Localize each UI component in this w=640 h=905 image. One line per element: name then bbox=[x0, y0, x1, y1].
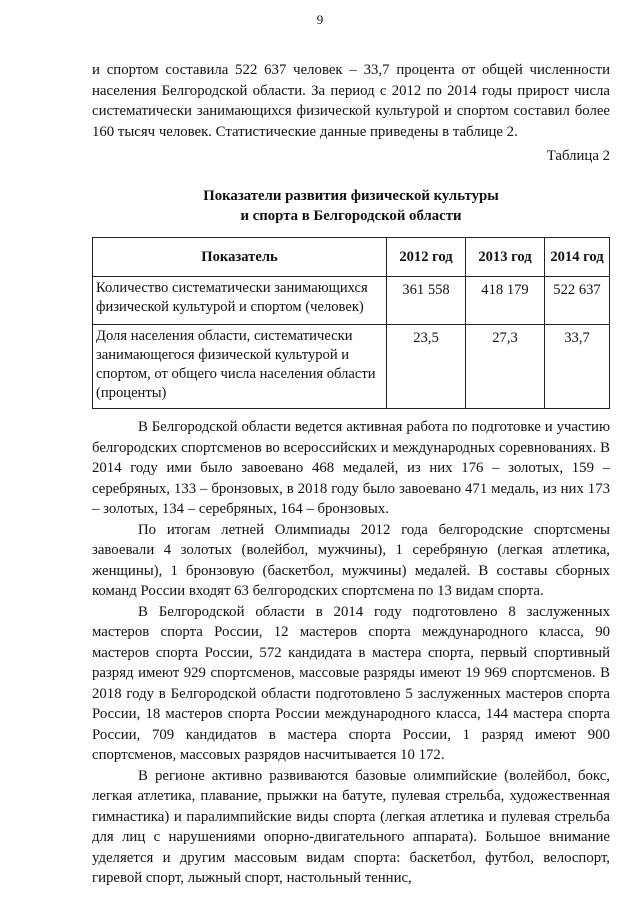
table-cell-value: 361 558 bbox=[387, 277, 466, 325]
header-2013: 2013 год bbox=[466, 238, 545, 277]
table-row bbox=[93, 277, 610, 325]
paragraph: По итогам летней Олимпиады 2012 года белгородские спортсмены завоевали 4 золотых (волейбол, мужчины), 1 серебряную (легкая атлетика, женщины), 1 бронзовую (баскетбол, мужчины) медалей. В составы сборных команд России входят 63 белгородских спортсмена по 13 видам спорта. bbox=[92, 521, 610, 599]
table-cell-value: 27,3 bbox=[466, 325, 545, 409]
table-title bbox=[92, 186, 610, 226]
table-title-line-2: и спорта в Белгородской области bbox=[240, 208, 462, 224]
page-number: 9 bbox=[316, 12, 324, 27]
table-cell-indicator: Количество систематически занимающихся физической культурой и спортом (человек) bbox=[93, 277, 387, 325]
body-text bbox=[92, 417, 610, 889]
statistics-table bbox=[92, 237, 610, 409]
header-indicator: Показатель bbox=[93, 238, 387, 277]
table-cell-value: 23,5 bbox=[387, 325, 466, 409]
table-header-row bbox=[93, 238, 610, 277]
header-2012: 2012 год bbox=[387, 238, 466, 277]
table-cell-value: 418 179 bbox=[466, 277, 545, 325]
table-row bbox=[93, 325, 610, 409]
table-cell-value: 522 637 bbox=[545, 277, 610, 325]
table-caption: Таблица 2 bbox=[546, 148, 610, 164]
header-2014: 2014 год bbox=[545, 238, 610, 277]
table-title-line-1: Показатели развития физической культуры bbox=[203, 188, 499, 204]
paragraph: В Белгородской области ведется активная работа по подготовке и участию белгородских спортсменов во всероссийских и международных соревнованиях. В 2014 году ими было завоевано 468 медалей, из них 176 – золотых, 159 – серебряных, 133 – бронзовых, в 2018 году было завоевано 471 медаль, из них 173 – золотых, 134 – серебряных, 164 – бронзовых. bbox=[92, 419, 610, 517]
paragraph: В Белгородской области в 2014 году подготовлено 8 заслуженных мастеров спорта России, 12 мастеров спорта международного класса, 90 мастеров спорта России, 572 кандидата в мастера спорта, первый спортивный разряд имеют 929 спортсменов, массовые разряды имеют 19 969 спортсменов. В 2018 году в Белгородской области подготовлено 5 заслуженных мастеров спорта России, 18 мастеров спорта России международного класса, 144 мастера спорта России, 709 кандидатов в мастера спорта России, 1 разряд имеют 900 спортсменов, массовых разрядов насчитывается 10 172. bbox=[92, 603, 610, 763]
table-cell-value: 33,7 bbox=[545, 325, 610, 409]
paragraph: В регионе активно развиваются базовые олимпийские (волейбол, бокс, легкая атлетика, плавание, прыжки на батуте, пулевая стрельба, художественная гимнастика) и паралимпийские виды спорта (легкая атлетика и пулевая стрельба для лиц с нарушениями опорно-двигательного аппарата). Большое внимание уделяется и другим массовым видам спорта: баскетбол, футбол, велоспорт, гиревой спорт, лыжный спорт, настольный теннис, bbox=[92, 767, 610, 886]
intro-paragraph: и спортом составила 522 637 человек – 33,7 процента от общей численности населения Белгородской области. За период с 2012 по 2014 годы прирост числа систематически занимающихся физической культурой и спортом составил более 160 тысяч человек. Статистические данные приведены в таблице 2. bbox=[92, 62, 610, 140]
table-cell-indicator: Доля населения области, систематически занимающегося физической культурой и спортом, от общего числа населения области (проценты) bbox=[93, 325, 387, 409]
